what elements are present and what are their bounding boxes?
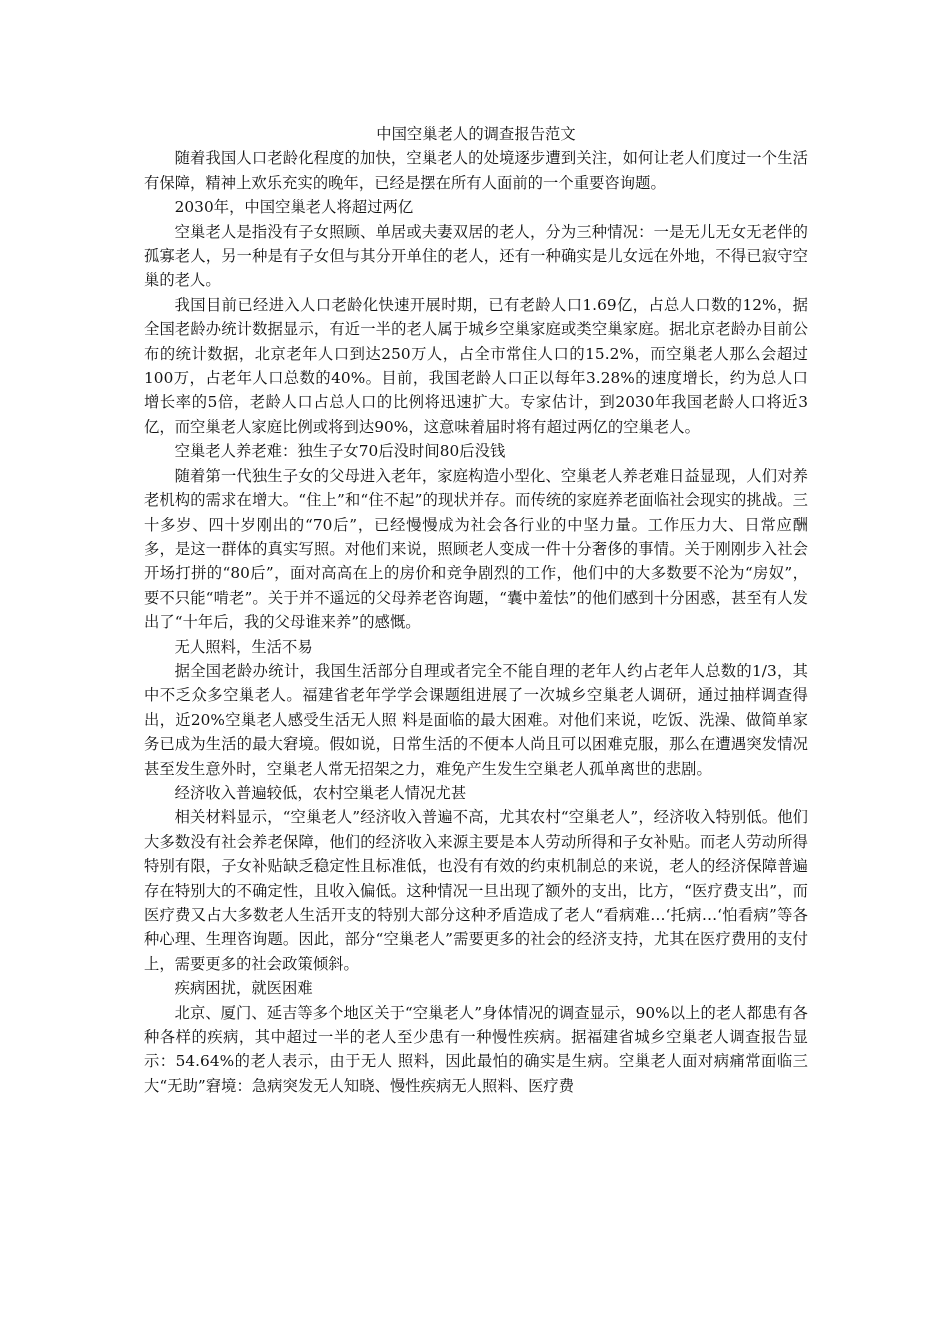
body-paragraph: 相关材料显示，“空巢老人”经济收入普遍不高，尤其农村“空巢老人”，经济收入特别低。他们大多数没有社会养老保障，他们的经济收入来源主要是本人劳动所得和子女补贴。而老人劳动所得特别有限，子女补贴缺乏稳定性且标准低，也没有有效的约束机制总的来说，老人的经济保障普遍存在特别大的不确定性，且收入偏低。这种情况一旦出现了额外的支出，比方，“医疗费支出”，而医疗费又占大多数老人生活开支的特别大部分这种矛盾造成了老人“看病难…‘托病…‘怕看病”等各种心理、生理咨询题。因此，部分“空巢老人”需要更多的社会的经济支持，尤其在医疗费用的支付上，需要更多的社会政策倾斜。 [144,808,808,973]
body-paragraph: 北京、厦门、延吉等多个地区关于“空巢老人”身体情况的调查显示，90%以上的老人都患有各种各样的疾病，其中超过一半的老人至少患有一种慢性疾病。据福建省城乡空巢老人调查报告显示：54.64%的老人表示，由于无人 照料，因此最怕的确实是生病。空巢老人面对病痛常面临三大“无助”窘境：急病突发无人知晓、慢性疾病无人照料、医疗费 [144,1003,808,1095]
body-paragraph: 空巢老人是指没有子女照顾、单居或夫妻双居的老人，分为三种情况：一是无儿无女无老伴的孤寡老人，另一种是有子女但与其分开单住的老人，还有一种确实是儿女远在外地，不得已寂守空巢的老人。 [144,222,808,290]
document-title: 中国空巢老人的调查报告范文 [376,125,576,143]
section-heading: 2030年，中国空巢老人将超过两亿 [174,198,414,217]
body-paragraph: 我国目前已经进入人口老龄化快速开展时期，已有老龄人口1.69亿，占总人口数的12%，据全国老龄办统计数据显示，有近一半的老人属于城乡空巢家庭或类空巢家庭。据北京老龄办目前公布的统计数据，北京老年人口到达250万人，占全市常住人口的15.2%，而空巢老人那么会超过100万，占老年人口总数的40%。目前，我国老龄人口正以每年3.28%的速度增长，约为总人口增长率的5倍，老龄人口占总人口的比例将迅速扩大。专家估计，到2030年我国老龄人口将近3亿，而空巢老人家庭比例或将到达90%，这意味着届时将有超过两亿的空巢老人。 [144,295,808,436]
body-paragraph: 据全国老龄办统计，我国生活部分自理或者完全不能自理的老年人约占老年人总数的1/3，其中不乏众多空巢老人。福建省老年学学会课题组进展了一次城乡空巢老人调研，通过抽样调查得出，近20%空巢老人感受生活无人照 料是面临的最大困难。对他们来说，吃饭、洗澡、做简单家务已成为生活的最大窘境。假如说，日常生活的不便本人尚且可以困难克服，那么在遭遇突发情况甚至发生意外时，空巢老人常无招架之力，难免产生发生空巢老人孤单离世的悲剧。 [144,661,808,778]
section-heading: 经济收入普遍较低，农村空巢老人情况尤甚 [174,783,467,802]
section-heading: 无人照料，生活不易 [174,637,313,656]
document-body [144,146,808,1098]
section-heading: 空巢老人养老难：独生子女70后没时间80后没钱 [174,442,506,461]
body-paragraph: 随着我国人口老龄化程度的加快，空巢老人的处境逐步遭到关注，如何让老人们度过一个生活有保障，精神上欢乐充实的晚年，已经是摆在所有人面前的一个重要咨询题。 [144,149,808,192]
body-paragraph: 随着第一代独生子女的父母进入老年，家庭构造小型化、空巢老人养老难日益显现，人们对养老机构的需求在增大。“住上”和“住不起”的现状并存。而传统的家庭养老面临社会现实的挑战。三十多岁、四十岁刚出的“70后”，已经慢慢成为社会各行业的中坚力量。工作压力大、日常应酬多，是这一群体的真实写照。对他们来说，照顾老人变成一件十分奢侈的事情。关于刚刚步入社会开场打拼的“80后”，面对高高在上的房价和竞争剧烈的工作，他们中的大多数要不沦为“房奴”，要不只能“啃老”。关于并不遥远的父母养老咨询题，“囊中羞怯”的他们感到十分困惑，甚至有人发出了“十年后，我的父母谁来养”的感慨。 [144,466,808,632]
section-heading: 疾病困扰，就医困难 [174,979,313,998]
document-page [144,122,808,1098]
